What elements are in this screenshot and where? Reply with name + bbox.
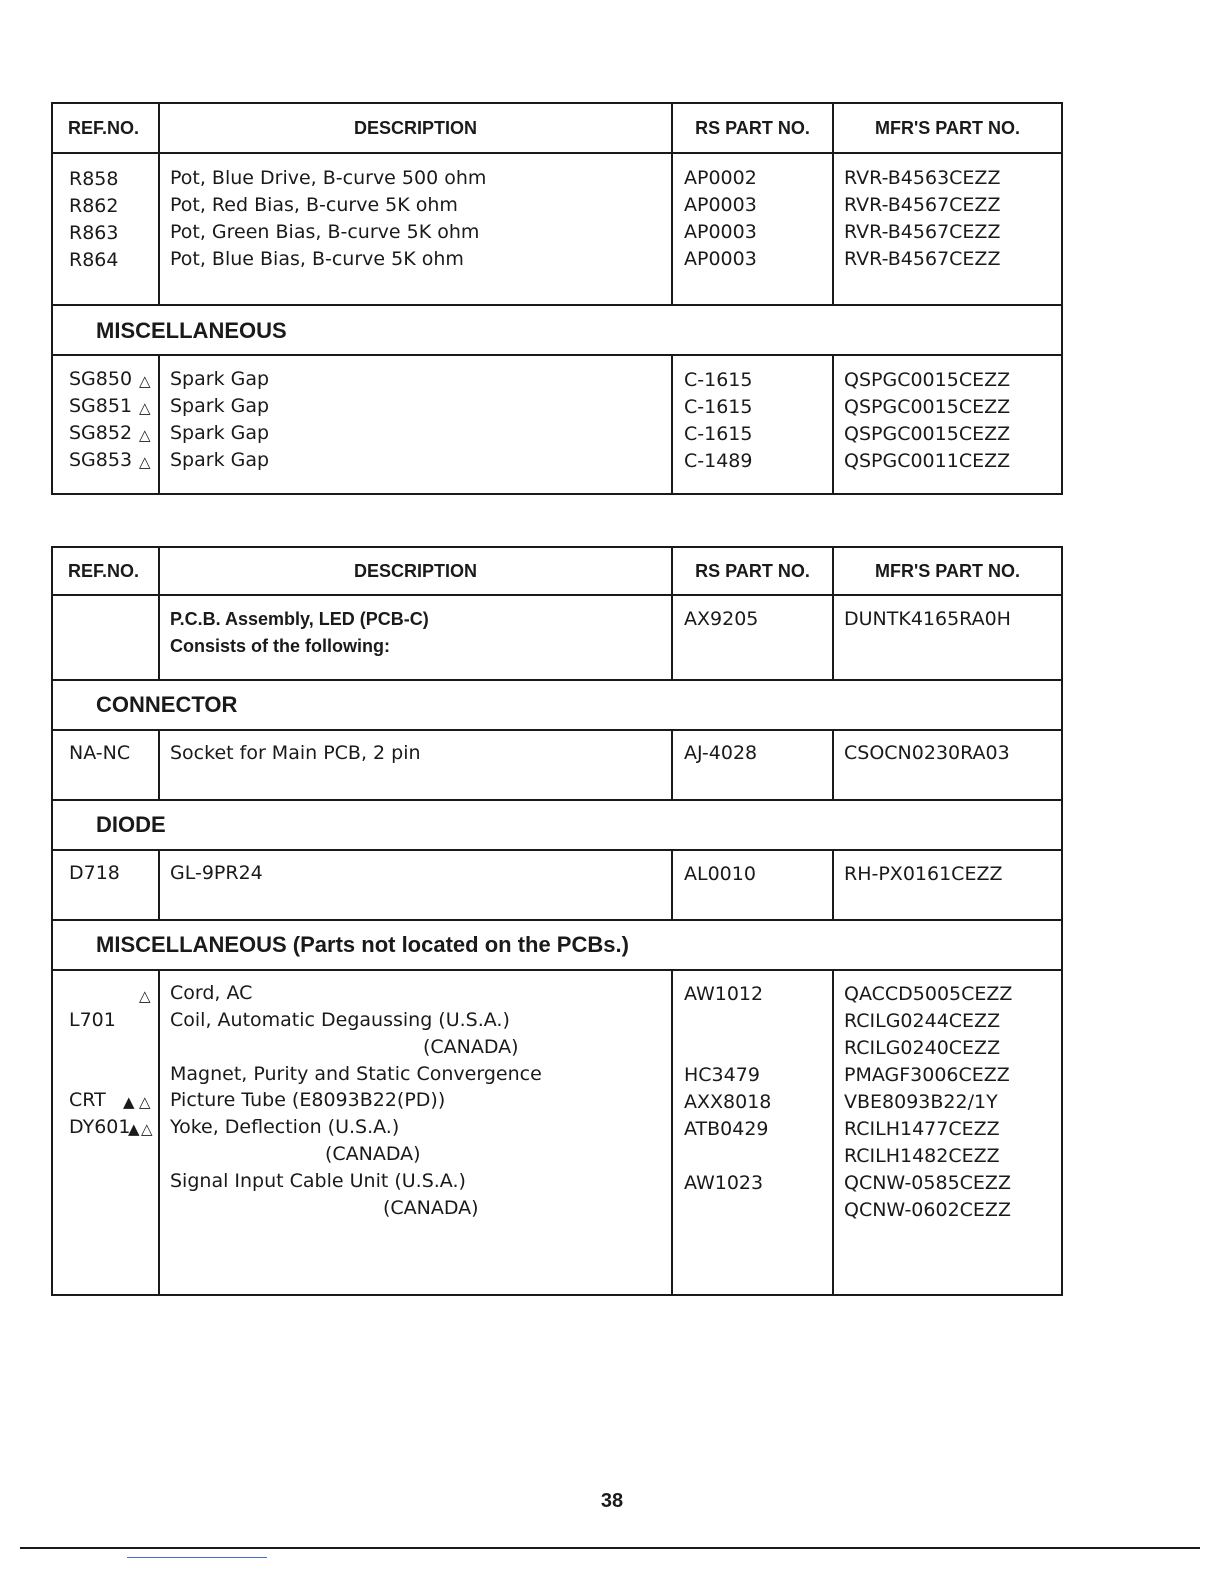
section-title: MISCELLANEOUS (Parts not located on the PCBs.) [96, 932, 629, 957]
desc-cell: Spark Gap [170, 449, 270, 471]
rs-part-cell: AXX8018 [684, 1091, 772, 1113]
rs-part-cell: C-1489 [684, 450, 753, 472]
rs-part-cell: C-1615 [684, 369, 753, 391]
mfr-part-cell: RVR-B4567CEZZ [844, 221, 1001, 243]
rs-part-cell: C-1615 [684, 423, 753, 445]
col-header-description: DESCRIPTION [160, 104, 673, 152]
desc-cell: Yoke, Deflection (U.S.A.) [170, 1116, 400, 1138]
ref-cell: CRT [69, 1089, 106, 1111]
ref-cell: R863 [69, 222, 119, 244]
footer-accent-rule [127, 1557, 267, 1558]
safety-warning-icon: △ [141, 1120, 153, 1138]
desc-cell: Spark Gap [170, 395, 270, 417]
col-header-ref: REF.NO. [53, 548, 160, 594]
spark-gap-block [53, 354, 1061, 493]
desc-cell: Magnet, Purity and Static Convergence [170, 1063, 542, 1085]
desc-cell: Spark Gap [170, 368, 270, 390]
mfr-part-cell: QACCD5005CEZZ [844, 983, 1013, 1005]
mfr-part-cell: RCILG0240CEZZ [844, 1037, 1001, 1059]
section-row-diode [53, 799, 1061, 849]
mfr-part-cell: RCILH1477CEZZ [844, 1118, 1000, 1140]
col-header-mfr-part: MFR'S PART NO. [875, 560, 1020, 581]
mfr-part-cell: RVR-B4567CEZZ [844, 194, 1001, 216]
mfr-part-cell: DUNTK4165RA0H [844, 608, 1011, 630]
desc-cell: Signal Input Cable Unit (U.S.A.) [170, 1170, 466, 1192]
ref-cell: SG853 [69, 449, 133, 471]
rs-part-cell: ATB0429 [684, 1118, 769, 1140]
mfr-part-cell: RVR-B4563CEZZ [844, 167, 1001, 189]
ref-cell: DY601 [69, 1116, 131, 1138]
desc-cell-variant: (CANADA) [383, 1197, 479, 1219]
col-header-rs-part: RS PART NO. [673, 548, 834, 594]
rs-part-cell: AP0003 [684, 221, 757, 243]
ref-cell: NA-NC [69, 742, 131, 764]
connector-row [53, 729, 1061, 799]
footer-rule [20, 1547, 1200, 1549]
rs-part-cell: AW1023 [684, 1172, 764, 1194]
safety-warning-icon: △ [139, 987, 151, 1005]
mfr-part-cell: RCILG0244CEZZ [844, 1010, 1001, 1032]
misc-block [53, 969, 1061, 1294]
desc-cell-variant: (CANADA) [325, 1143, 421, 1165]
assembly-row [53, 594, 1061, 679]
desc-cell: Pot, Red Bias, B-curve 5K ohm [170, 194, 458, 216]
ref-cell: R864 [69, 249, 119, 271]
desc-cell: Socket for Main PCB, 2 pin [170, 742, 421, 764]
table-header [53, 104, 1061, 152]
col-header-mfr-part: MFR'S PART NO. [875, 117, 1020, 138]
rs-part-cell: AW1012 [684, 983, 764, 1005]
mfr-part-cell: QCNW-0585CEZZ [844, 1172, 1011, 1194]
mfr-part-cell: QCNW-0602CEZZ [844, 1199, 1011, 1221]
col-header-rs-part: RS PART NO. [673, 104, 834, 152]
section-title: MISCELLANEOUS [96, 318, 287, 343]
table-header [53, 548, 1061, 594]
rs-part-cell: AP0003 [684, 248, 757, 270]
safety-warning-icon: △ [139, 1093, 151, 1111]
ref-cell: R858 [69, 168, 119, 190]
mfr-part-cell: VBE8093B22/1Y [844, 1091, 998, 1113]
desc-cell: Pot, Blue Bias, B-curve 5K ohm [170, 248, 464, 270]
desc-cell: Cord, AC [170, 982, 253, 1004]
rs-part-cell: AX9205 [684, 608, 759, 630]
mfr-part-cell: PMAGF3006CEZZ [844, 1064, 1010, 1086]
section-title: CONNECTOR [96, 692, 238, 717]
parts-table-pots [51, 102, 1063, 495]
assembly-title: P.C.B. Assembly, LED (PCB-C) [170, 609, 429, 629]
ref-cell: D718 [69, 862, 120, 884]
ref-cell: SG850 [69, 368, 133, 390]
mfr-part-cell: RCILH1482CEZZ [844, 1145, 1000, 1167]
section-row-misc-not-on-pcb [53, 919, 1061, 969]
mfr-part-cell: QSPGC0011CEZZ [844, 450, 1011, 472]
section-row-connector [53, 679, 1061, 729]
assembly-subtitle: Consists of the following: [170, 636, 390, 656]
safety-warning-icon: △ [139, 372, 151, 390]
ref-cell: L701 [69, 1009, 116, 1031]
desc-cell: Coil, Automatic Degaussing (U.S.A.) [170, 1009, 510, 1031]
safety-warning-icon: △ [139, 453, 151, 471]
parts-table-led-pcb [51, 546, 1063, 1296]
desc-cell: Picture Tube (E8093B22(PD)) [170, 1089, 446, 1111]
pots-block [53, 152, 1061, 304]
desc-cell: Spark Gap [170, 422, 270, 444]
desc-cell-variant: (CANADA) [423, 1036, 519, 1058]
desc-cell: Pot, Green Bias, B-curve 5K ohm [170, 221, 480, 243]
col-header-ref: REF.NO. [53, 104, 160, 152]
mfr-part-cell: QSPGC0015CEZZ [844, 396, 1011, 418]
mfr-part-cell: QSPGC0015CEZZ [844, 369, 1011, 391]
mfr-part-cell: RH-PX0161CEZZ [844, 863, 1003, 885]
safety-warning-icon: △ [139, 426, 151, 444]
safety-warning-icon: △ [139, 399, 151, 417]
col-header-description: DESCRIPTION [160, 548, 673, 594]
desc-cell: Pot, Blue Drive, B-curve 500 ohm [170, 167, 487, 189]
mfr-part-cell: RVR-B4567CEZZ [844, 248, 1001, 270]
rs-part-cell: HC3479 [684, 1064, 760, 1086]
rs-part-cell: AP0003 [684, 194, 757, 216]
ref-cell: SG851 [69, 395, 133, 417]
desc-cell: GL-9PR24 [170, 862, 263, 884]
rs-part-cell: C-1615 [684, 396, 753, 418]
critical-warning-icon: ▲ [123, 1093, 135, 1111]
ref-cell: SG852 [69, 422, 133, 444]
rs-part-cell: AL0010 [684, 863, 756, 885]
section-row-miscellaneous [53, 304, 1061, 354]
rs-part-cell: AP0002 [684, 167, 757, 189]
section-title: DIODE [96, 812, 166, 837]
critical-warning-icon: ▲ [128, 1120, 140, 1138]
mfr-part-cell: CSOCN0230RA03 [844, 742, 1010, 764]
diode-row [53, 849, 1061, 919]
page-number: 38 [600, 1490, 624, 1512]
rs-part-cell: AJ-4028 [684, 742, 758, 764]
ref-cell: R862 [69, 195, 119, 217]
mfr-part-cell: QSPGC0015CEZZ [844, 423, 1011, 445]
